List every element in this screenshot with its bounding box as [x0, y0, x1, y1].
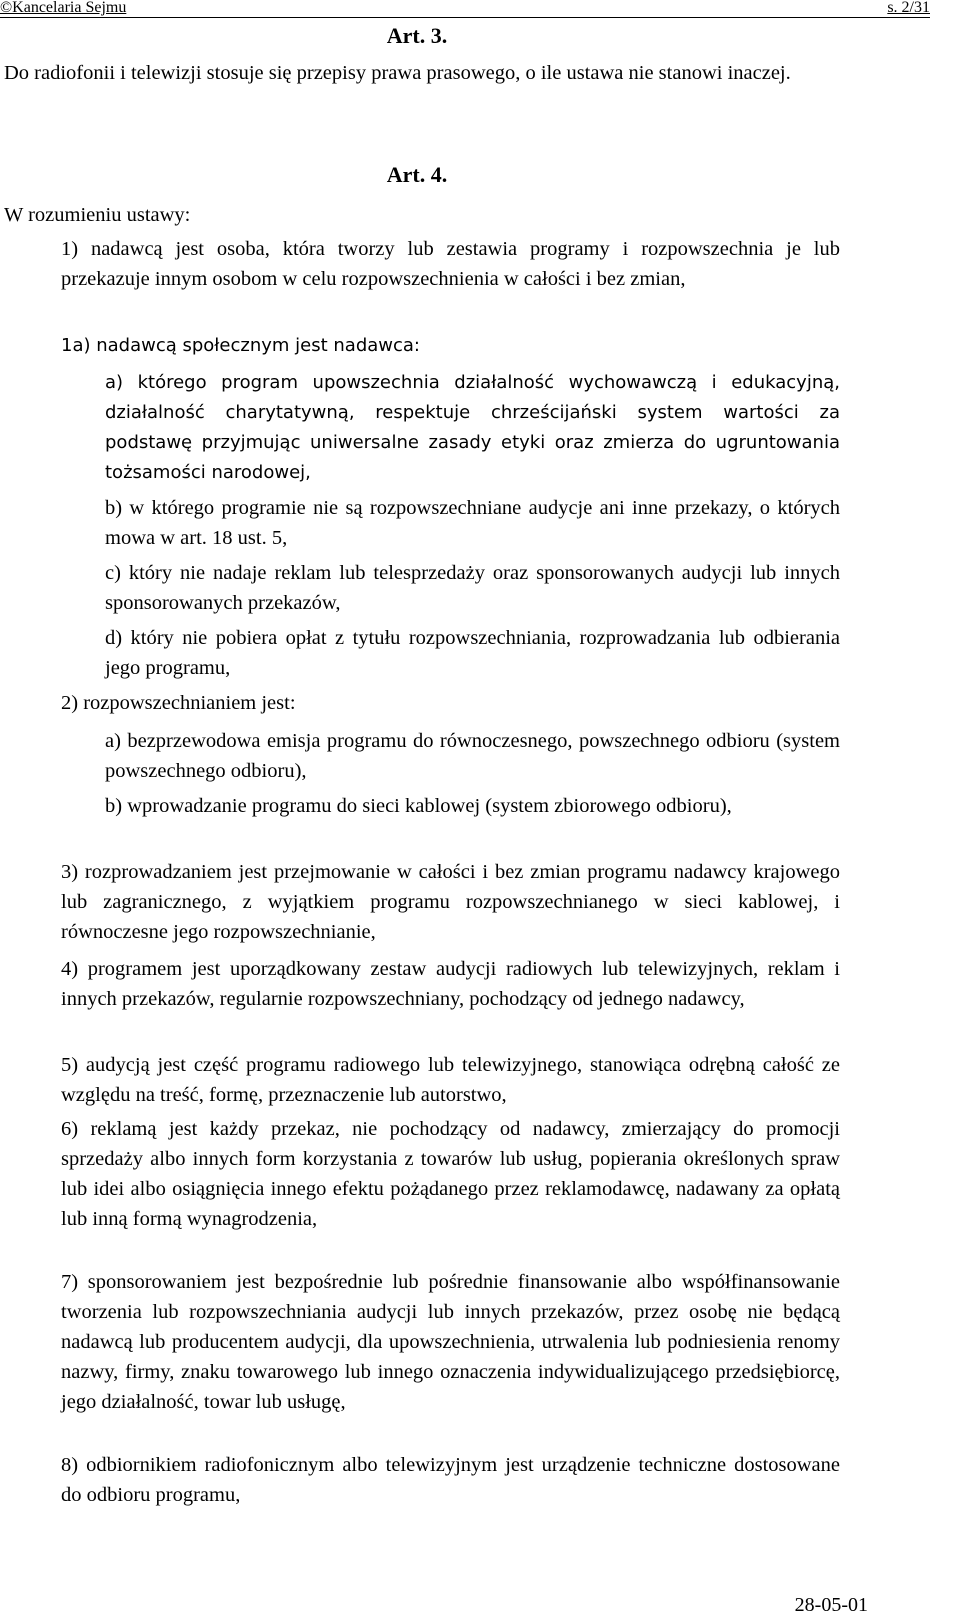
article-4-heading: Art. 4.: [386, 162, 448, 187]
definition-8: 8) odbiornikiem radiofonicznym albo telewizyjnym jest urządzenie techniczne dostosowane do odbioru programu,: [61, 1454, 840, 1506]
definition-2-b: b) wprowadzanie programu do sieci kablowej (system zbiorowego odbioru),: [105, 795, 732, 817]
definition-1a-d: d) który nie pobiera opłat z tytułu rozpowszechniania, rozprowadzania lub odbierania jego programu,: [105, 627, 840, 679]
definition-7: 7) sponsorowaniem jest bezpośrednie lub pośrednie finansowanie albo współfinansowanie tworzenia lub rozpowszechniania audycji lub innych przekazów, przez osobę nie będącą nadawcą lub producentem audycji, dla upowszechnienia, utrwalenia lub podniesienia renomy nazwy, firmy, znaku towarowego lub innego oznaczenia indywidualizującego przedsiębiorcę, jego działalność, towar lub usługę,: [61, 1271, 840, 1413]
header-rule: [0, 17, 930, 18]
definition-1a: 1a) nadawcą społecznym jest nadawca:: [61, 335, 420, 356]
definition-6: 6) reklamą jest każdy przekaz, nie pochodzący od nadawcy, zmierzający do promocji sprzedaży albo innych form korzystania z towarów lub usług, popierania określonych spraw lub idei albo osiągnięcia innego efektu pożądanego przez reklamodawcę, nadawany za opłatą lub inną formą wynagrodzenia,: [61, 1118, 840, 1230]
header-page-number: s. 2/31: [887, 0, 930, 16]
footer-date: 28-05-01: [794, 1594, 868, 1616]
definition-1: 1) nadawcą jest osoba, która tworzy lub zestawia programy i rozpowszechnia je lub przekazuje innym osobom w celu rozpowszechnienia w całości i bez zmian,: [61, 238, 840, 290]
definition-2-a: a) bezprzewodowa emisja programu do równoczesnego, powszechnego odbioru (system powszechnego odbioru),: [105, 730, 840, 782]
header-publisher: ©Kancelaria Sejmu: [0, 0, 127, 16]
article-4-intro: W rozumieniu ustawy:: [4, 204, 191, 226]
definition-1a-a: a) którego program upowszechnia działalność wychowawczą i edukacyjną, działalność charytatywną, respektuje chrześcijański system wartości za podstawę przyjmując uniwersalne zasady etyki oraz zmierza do ugruntowania tożsamości narodowej,: [105, 372, 840, 483]
definition-1a-c: c) który nie nadaje reklam lub telesprzedaży oraz sponsorowanych audycji lub innych sponsorowanych przekazów,: [105, 562, 840, 614]
article-3-text: Do radiofonii i telewizji stosuje się przepisy prawa prasowego, o ile ustawa nie stanowi inaczej.: [4, 62, 791, 84]
definition-2: 2) rozpowszechnianiem jest:: [61, 692, 296, 714]
definition-5: 5) audycją jest część programu radiowego lub telewizyjnego, stanowiąca odrębną całość ze względu na treść, formę, przeznaczenie lub autorstwo,: [61, 1054, 840, 1106]
article-3-heading: Art. 3.: [386, 23, 448, 48]
definition-4: 4) programem jest uporządkowany zestaw audycji radiowych lub telewizyjnych, reklam i innych przekazów, regularnie rozpowszechniany, pochodzący od jednego nadawcy,: [61, 958, 840, 1010]
definition-1a-b: b) w którego programie nie są rozpowszechniane audycje ani inne przekazy, o których mowa w art. 18 ust. 5,: [105, 497, 840, 549]
definition-3: 3) rozprowadzaniem jest przejmowanie w całości i bez zmian programu nadawcy krajowego lub zagranicznego, z wyjątkiem programu rozpowszechnianego w sieci kablowej, i równoczesne jego rozpowszechnianie,: [61, 861, 840, 943]
